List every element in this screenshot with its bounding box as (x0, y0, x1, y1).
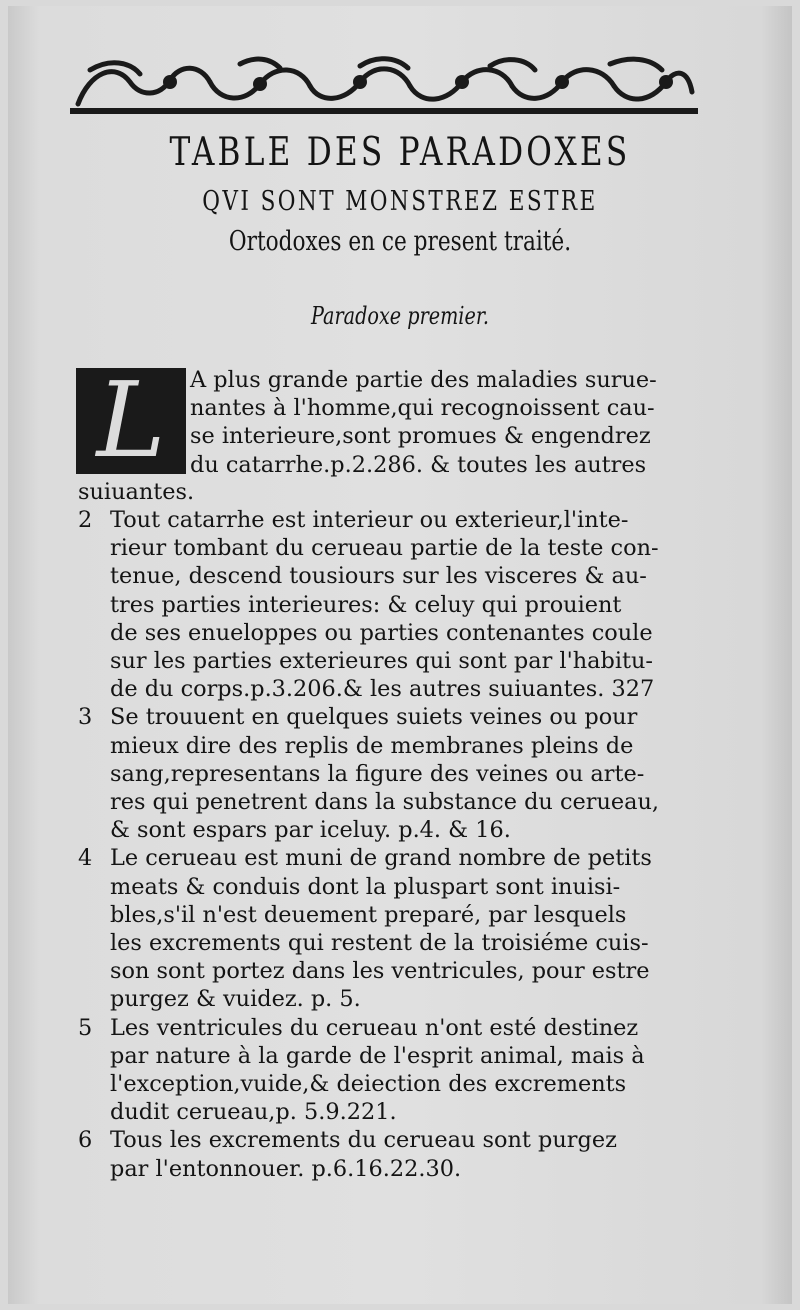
text-line: Les ventricules du cerueau n'ont esté destinez (110, 1014, 639, 1041)
text-line: du catarrhe.p.2.286. & toutes les autres (190, 451, 647, 478)
entry-number: 4 (78, 845, 93, 872)
text-line: Le cerueau est muni de grand nombre de petits (110, 845, 652, 872)
text-line: rieur tombant du cerueau partie de la teste con- (110, 535, 659, 562)
entry-number: 6 (78, 1127, 93, 1154)
decorative-headpiece (70, 52, 698, 116)
text-line: par l'entonnouer. p.6.16.22.30. (110, 1155, 462, 1182)
text-line: Se trouuent en quelques suiets veines ou pour (110, 704, 638, 731)
page-title: TABLE DES PARADOXES (169, 130, 631, 175)
entry-number: 2 (78, 507, 93, 533)
text-line: purgez & vuidez. p. 5. (110, 986, 361, 1013)
subtitle-line-1: QVI SONT MONSTREZ ESTRE (202, 186, 598, 217)
text-line: les excrements qui restent de la troisiéme cuis- (110, 930, 649, 957)
text-line: Tous les excrements du cerueau sont purgez (110, 1127, 617, 1154)
paradox-entry-6 (78, 1126, 698, 1182)
text-line: dudit cerueau,p. 5.9.221. (110, 1099, 397, 1126)
text-line: bles,s'il n'est deuement preparé, par lesquels (110, 901, 627, 928)
section-heading: Paradoxe premier. (311, 302, 489, 330)
paradox-entry-5 (78, 1014, 698, 1127)
text-line: res qui penetrent dans la substance du cerueau, (110, 789, 660, 816)
text-line: par nature à la garde de l'esprit animal, mais à (110, 1042, 645, 1069)
text-line: nantes à l'homme,qui recognoissent cau- (190, 395, 655, 422)
text-line: tenue, descend tousiours sur les visceres & au- (110, 563, 647, 590)
subtitle-line-2: Ortodoxes en ce present traité. (228, 226, 572, 257)
text-line: meats & conduis dont la pluspart sont inuisi- (110, 873, 621, 900)
text-line: de ses enueloppes ou parties contenantes coule (110, 619, 653, 646)
drop-cap-letter: L (96, 359, 166, 481)
entry-number: 5 (78, 1014, 93, 1041)
paradox-entry-4 (78, 844, 698, 1013)
text-line: l'exception,vuide,& deiection des excrements (110, 1071, 627, 1098)
text-line: sur les parties exterieures qui sont par l'habitu- (110, 648, 653, 675)
paradox-list (78, 506, 698, 1183)
text-line: mieux dire des replis de membranes pleins de (110, 732, 634, 759)
first-paradox-tail (78, 478, 698, 506)
text-line: Tout catarrhe est interieur ou exterieur,l'inte- (110, 507, 629, 533)
paradox-entry-3 (78, 703, 698, 844)
text-line: de du corps.p.3.206.& les autres suiuantes. 327 (110, 676, 655, 703)
entry-number: 3 (78, 704, 93, 731)
text-line: sang,representans la figure des veines ou arte- (110, 760, 645, 787)
text-line: A plus grande partie des maladies surue- (190, 367, 657, 393)
text-line: tres parties interieures: & celuy qui prouient (110, 591, 622, 618)
text-line: suiuantes. (78, 479, 195, 505)
first-paradox-text (190, 366, 698, 479)
text-line: & sont espars par iceluy. p.4. & 16. (110, 817, 511, 844)
text-line: son sont portez dans les ventricules, pour estre (110, 958, 650, 985)
text-line: se interieure,sont promues & engendrez (190, 423, 651, 450)
paradox-entry-2 (78, 506, 698, 703)
decorated-initial (76, 359, 186, 481)
